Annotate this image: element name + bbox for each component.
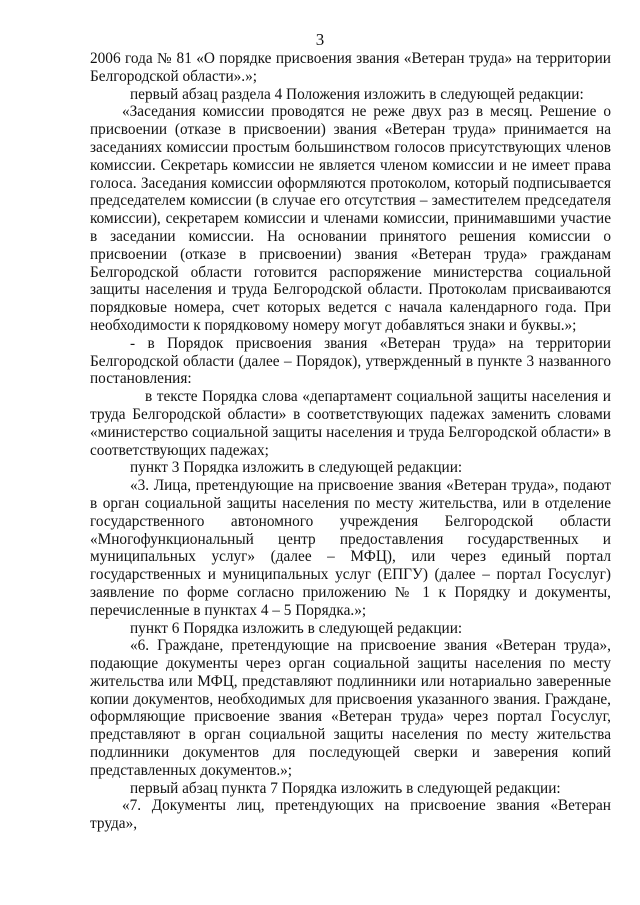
paragraph-point6: «6. Граждане, претендующие на присвоение звания «Ветеран труда», подающие документы через орган социальной защиты населения по месту жительства или МФЦ, представляют подлинники или нотариально заверенные копии документов, необходимых для присвоения указанного звания. Граждане, оформляющие присвоение звания «Ветеран труда» через портал Госуслуг, представляют в орган социальной защиты населения по месту жительства подлинники документов для последующей сверки и заверения копий представленных документов.»; xyxy=(90,637,611,779)
paragraph-point7: «7. Документы лиц, претендующих на присвоение звания «Ветеран труда», xyxy=(90,797,611,833)
paragraph-instruction-point7: первый абзац пункта 7 Порядка изложить в следующей редакции: xyxy=(130,779,561,797)
paragraph-instruction-point3: пункт 3 Порядка изложить в следующей редакции: xyxy=(130,459,463,477)
paragraph-point3: «3. Лица, претендующие на присвоение звания «Ветеран труда», подают в орган социальной защиты населения по месту жительства, или в отделение государственного автономного учреждения Белгородской области «Многофункциональный центр предоставления государственных и муниципальных услуг» (далее – МФЦ), или через единый портал государственных и муниципальных услуг (ЕПГУ) (далее – портал Госуслуг) заявление по форме согласно приложению № 1 к Порядку и документы, перечисленные в пунктах 4 – 5 Порядка.»; xyxy=(90,477,611,619)
page-number: 3 xyxy=(315,30,325,49)
paragraph-commission-meetings: «Заседания комиссии проводятся не реже двух раз в месяц. Решение о присвоении (отказе в присвоении) звания «Ветеран труда» принимается на заседаниях комиссии простым большинством голосов присутствующих членов комиссии. Секретарь комиссии не является членом комиссии и не имеет права голоса. Заседания комиссии оформляются протоколом, который подписывается председателем комиссии (в случае его отсутствия – заместителем председателя комиссии), секретарем комиссии и членами комиссии, принимавшими участие в заседании комиссии. На основании принятого решения комиссии о присвоении (отказе в присвоении) звания «Ветеран труда» гражданам Белгородской области готовится распоряжение министерства социальной защиты населения и труда Белгородской области. Протоколам присваиваются порядковые номера, счет которых ведется с начала календарного года. При необходимости к порядковому номеру могут добавляться знаки и буквы.»; xyxy=(90,103,611,334)
paragraph-instruction-section4: первый абзац раздела 4 Положения изложить в следующей редакции: xyxy=(130,85,584,103)
paragraph-instruction-point6: пункт 6 Порядка изложить в следующей редакции: xyxy=(130,619,463,637)
paragraph-text-replacement: в тексте Порядка слова «департамент социальной защиты населения и труда Белгородской области» в соответствующих падежах заменить словами «министерство социальной защиты населения и труда Белгородской области» в соответствующих падежах; xyxy=(90,388,611,459)
paragraph-order-amendment: - в Порядок присвоения звания «Ветеран труда» на территории Белгородской области (далее – Порядок), утвержденный в пункте 3 названного постановления: xyxy=(90,334,611,388)
paragraph-continuation: 2006 года № 81 «О порядке присвоения звания «Ветеран труда» на территории Белгородской области».»; xyxy=(90,50,611,85)
document-body xyxy=(90,50,611,833)
